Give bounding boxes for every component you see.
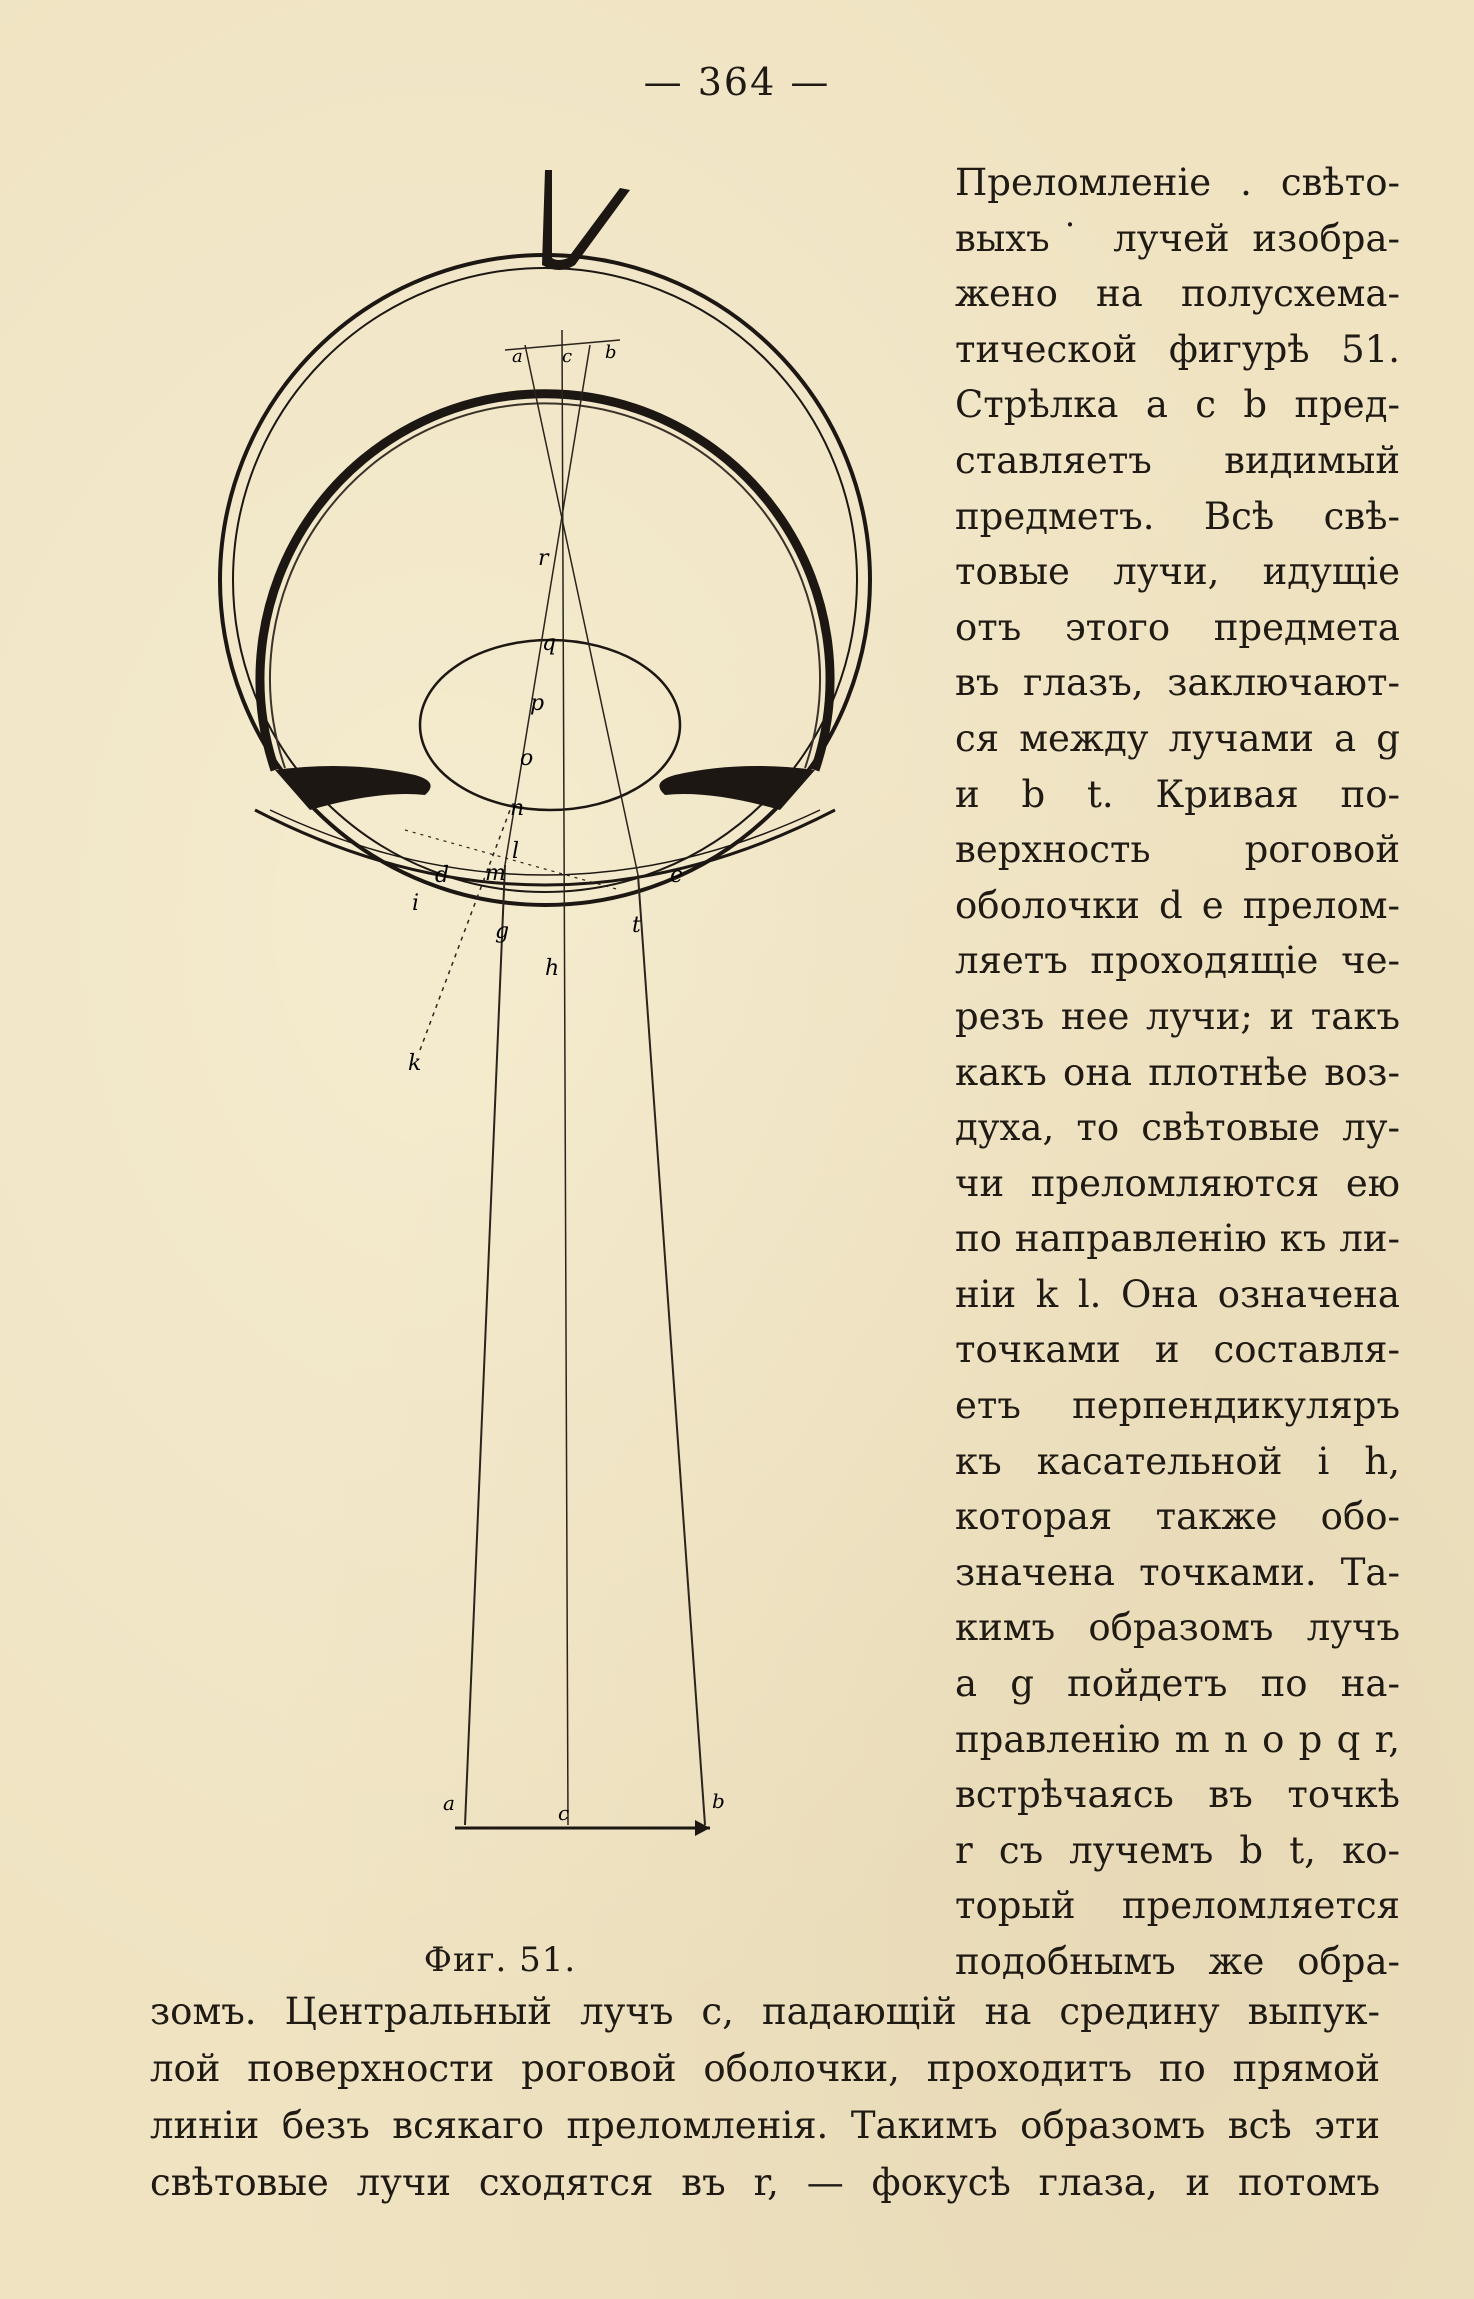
- text-line: къ касательной i h,: [955, 1439, 1400, 1483]
- text-line: товые лучи, идущіе: [955, 550, 1400, 594]
- ray-c-central: [562, 330, 568, 1825]
- text-line: по направленію къ ли-: [955, 1217, 1400, 1261]
- refracted-ray-2: [525, 345, 638, 875]
- text-line: зомъ. Центральный лучъ c, падающій на средину выпук-: [150, 1990, 1380, 2033]
- label-l: l: [512, 839, 520, 864]
- lens: [420, 640, 680, 810]
- eye-diagram-figure: [150, 170, 940, 1850]
- text-line: подобнымъ же обра-: [955, 1940, 1400, 1983]
- label-c-bottom: c: [558, 1801, 570, 1825]
- label-r: r: [538, 546, 549, 571]
- label-a-top: a: [512, 346, 523, 367]
- label-n: n: [510, 796, 525, 821]
- text-line: r съ лучемъ b t, ко-: [955, 1828, 1400, 1872]
- text-line: которая также обо-: [955, 1495, 1400, 1539]
- text-line: етъ перпендикуляръ: [955, 1384, 1400, 1428]
- object-arrow-head: [695, 1820, 710, 1836]
- text-line: ся между лучами a g: [955, 716, 1400, 760]
- text-line: оболочки d e прелом-: [955, 883, 1400, 927]
- text-line: встрѣчаясь въ точкѣ: [955, 1773, 1400, 1817]
- text-line: резъ нее лучи; и такъ: [955, 994, 1400, 1038]
- label-i: i: [412, 891, 420, 916]
- text-line: верхность роговой: [955, 828, 1400, 872]
- text-line: Стрѣлка a c b пред-: [955, 383, 1400, 427]
- page-number: — 364 —: [643, 60, 831, 104]
- choroid: [270, 403, 820, 768]
- text-line: и b t. Кривая по-: [955, 772, 1400, 816]
- label-q: q: [542, 631, 557, 656]
- figure-caption: Фиг. 51.: [423, 1940, 577, 1980]
- text-line: правленію m n o p q r,: [955, 1717, 1400, 1761]
- label-m: m: [485, 861, 506, 886]
- label-b-bottom: b: [712, 1789, 725, 1813]
- text-line: Преломленіе . свѣто-: [955, 161, 1400, 204]
- text-line: a g пойдетъ по на-: [955, 1662, 1400, 1706]
- cornea-inner: [270, 810, 820, 875]
- text-line: значена точками. Та-: [955, 1550, 1400, 1594]
- text-line: ставляетъ видимый: [955, 438, 1400, 482]
- text-line: ляетъ проходящіе че-: [955, 939, 1400, 983]
- label-a-bottom: a: [443, 1791, 455, 1815]
- cornea: [255, 810, 835, 885]
- iris-right: [659, 766, 815, 810]
- text-line: въ глазъ, заключают-: [955, 661, 1400, 705]
- label-p: p: [530, 691, 545, 716]
- label-e: e: [670, 863, 684, 888]
- label-g: g: [495, 919, 510, 944]
- label-h: h: [545, 956, 560, 981]
- eye-diagram: [150, 170, 940, 1850]
- label-b-top: b: [605, 342, 617, 363]
- text-line: чи преломляются ею: [955, 1161, 1400, 1205]
- text-line: какъ она плотнѣе воз-: [955, 1050, 1400, 1094]
- text-line: предметъ. Всѣ свѣ-: [955, 494, 1400, 538]
- text-line: ніи k l. Она означена: [955, 1272, 1400, 1316]
- right-column-text: [955, 155, 1400, 1990]
- text-line: кимъ образомъ лучъ: [955, 1606, 1400, 1650]
- text-line: свѣтовые лучи сходятся въ r, — фокусѣ глаза, и потомъ: [150, 2161, 1380, 2204]
- text-line: отъ этого предмета: [955, 605, 1400, 649]
- text-line: лой поверхности роговой оболочки, проходитъ по прямой: [150, 2047, 1380, 2090]
- text-line: линіи безъ всякаго преломленія. Такимъ образомъ всѣ эти: [150, 2104, 1380, 2147]
- label-o: o: [520, 746, 534, 771]
- text-line: жено на полусхема-: [955, 272, 1400, 316]
- bottom-paragraph: [150, 1983, 1380, 2211]
- text-line: духа, то свѣтовые лу-: [955, 1106, 1400, 1150]
- ray-b-t: [638, 875, 705, 1825]
- label-k: k: [408, 1051, 422, 1076]
- text-line: выхъ˙ лучей изобра-: [955, 216, 1400, 260]
- refracted-ray-1: [505, 345, 590, 865]
- retina: [260, 394, 830, 770]
- text-line: торый преломляется: [955, 1884, 1400, 1928]
- iris-left: [275, 766, 431, 810]
- text-line: точками и составля-: [955, 1328, 1400, 1372]
- ray-a-g: [465, 865, 505, 1825]
- label-t: t: [632, 913, 641, 938]
- label-c-top: c: [562, 346, 573, 367]
- label-d: d: [435, 863, 450, 888]
- text-line: тической фигурѣ 51.: [955, 327, 1400, 371]
